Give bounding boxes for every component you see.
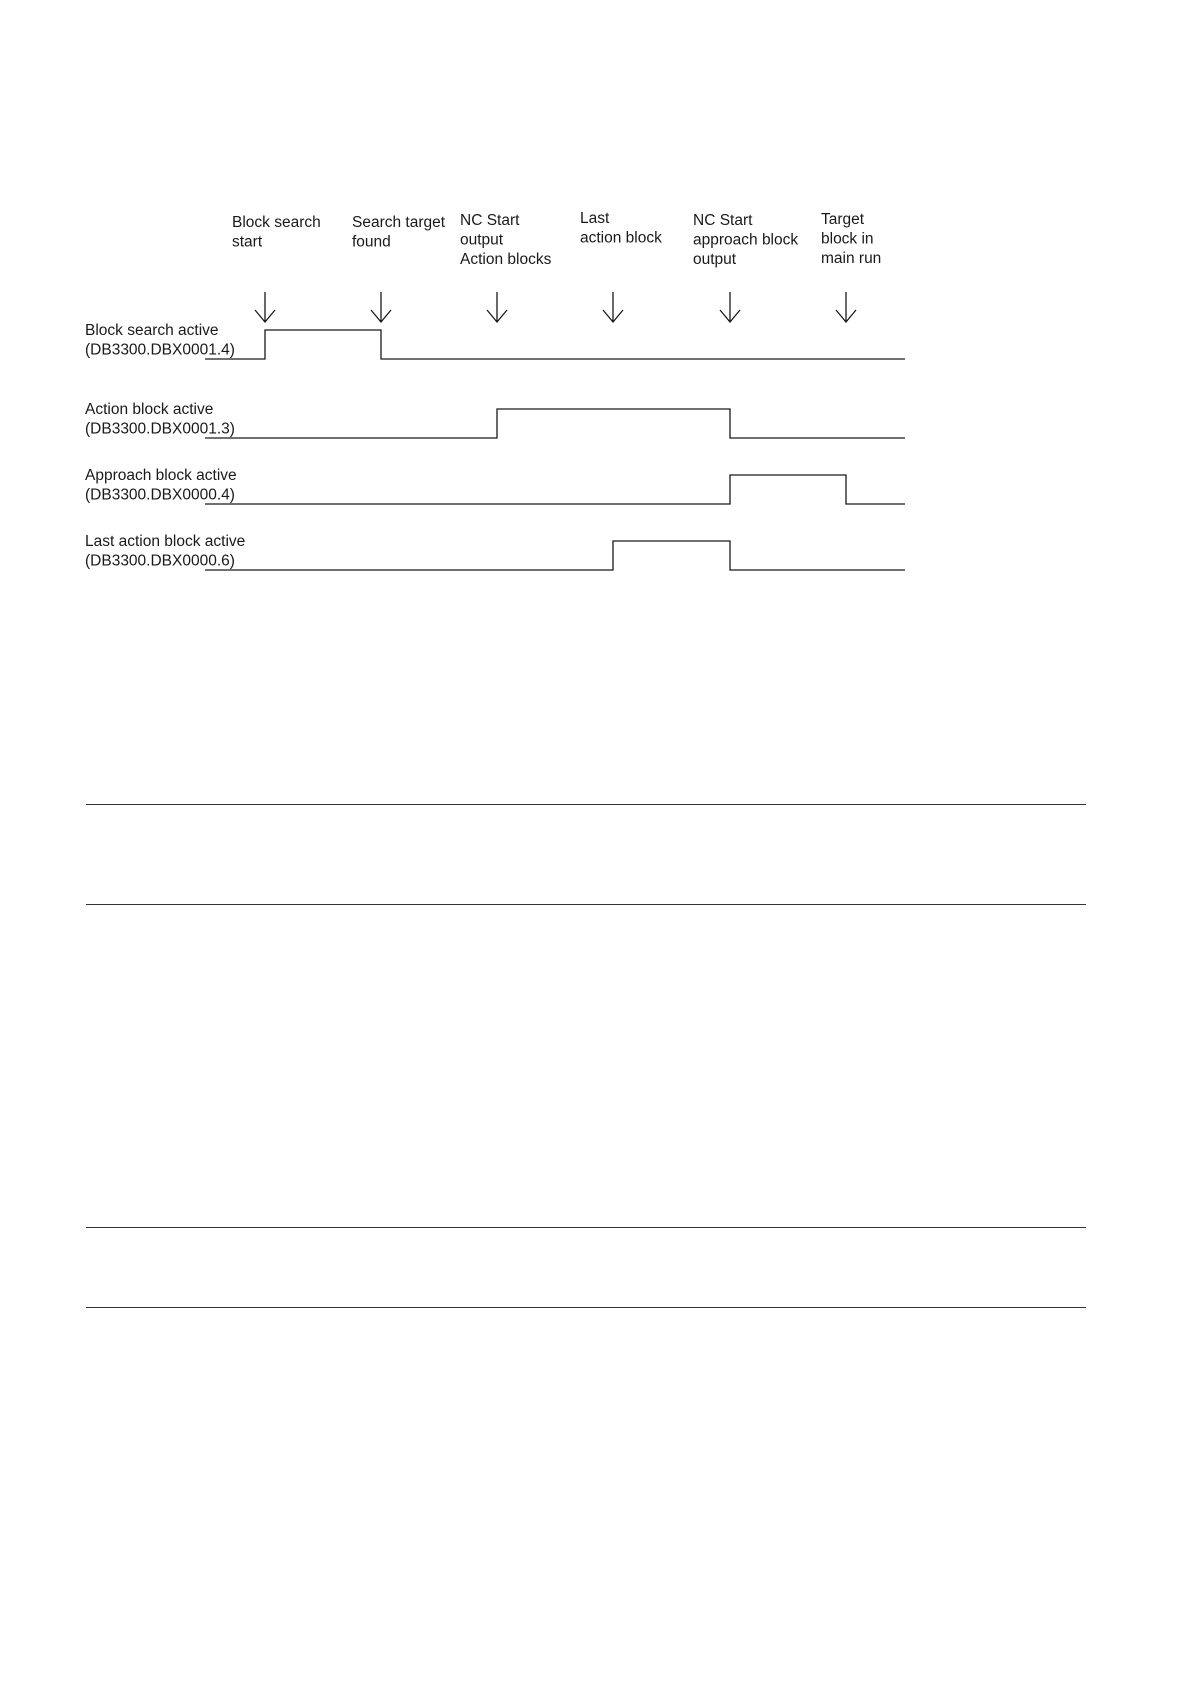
event-label-line: NC Start: [693, 212, 753, 229]
signal-address: (DB3300.DBX0000.6): [85, 552, 235, 570]
event-label-line: found: [352, 233, 391, 251]
signal-trace: [205, 330, 905, 359]
down-arrow-icon: [603, 292, 623, 322]
signal-name: Block search active: [85, 322, 219, 339]
event-label-line: block in: [821, 230, 874, 248]
event-label: [460, 212, 552, 268]
event-label-line: Last: [580, 210, 610, 227]
event-label: [821, 211, 881, 267]
signal-trace: [205, 475, 905, 504]
signal-trace: [205, 409, 905, 438]
signal-traces: [205, 330, 905, 570]
separator-line-1: [86, 804, 1086, 805]
event-label-line: start: [232, 233, 263, 251]
event-label-line: Target: [821, 211, 865, 228]
event-label-line: output: [460, 231, 504, 249]
event-label-line: main run: [821, 250, 882, 267]
signal-address: (DB3300.DBX0001.4): [85, 341, 235, 359]
down-arrow-icon: [255, 292, 275, 322]
event-label-line: Search target: [352, 214, 446, 231]
signal-trace: [205, 541, 905, 570]
event-label-line: approach block: [693, 231, 799, 249]
event-arrows: [255, 292, 856, 322]
separator-line-2: [86, 904, 1086, 905]
event-label-line: action block: [580, 229, 662, 247]
event-label: [693, 212, 798, 268]
signal-name: Approach block active: [85, 467, 237, 484]
separator-line-4: [86, 1307, 1086, 1308]
event-label: [232, 214, 321, 251]
event-label: [352, 214, 446, 251]
signal-address: (DB3300.DBX0001.3): [85, 420, 235, 438]
signal-name: Last action block active: [85, 533, 246, 550]
down-arrow-icon: [836, 292, 856, 322]
signal-address: (DB3300.DBX0000.4): [85, 486, 235, 504]
event-labels: [232, 210, 881, 268]
separator-line-3: [86, 1227, 1086, 1228]
down-arrow-icon: [371, 292, 391, 322]
event-label-line: output: [693, 251, 737, 268]
event-label-line: NC Start: [460, 212, 520, 229]
event-label: [580, 210, 662, 247]
event-label-line: Action blocks: [460, 251, 552, 268]
signal-name: Action block active: [85, 401, 214, 418]
down-arrow-icon: [487, 292, 507, 322]
down-arrow-icon: [720, 292, 740, 322]
event-label-line: Block search: [232, 214, 321, 231]
